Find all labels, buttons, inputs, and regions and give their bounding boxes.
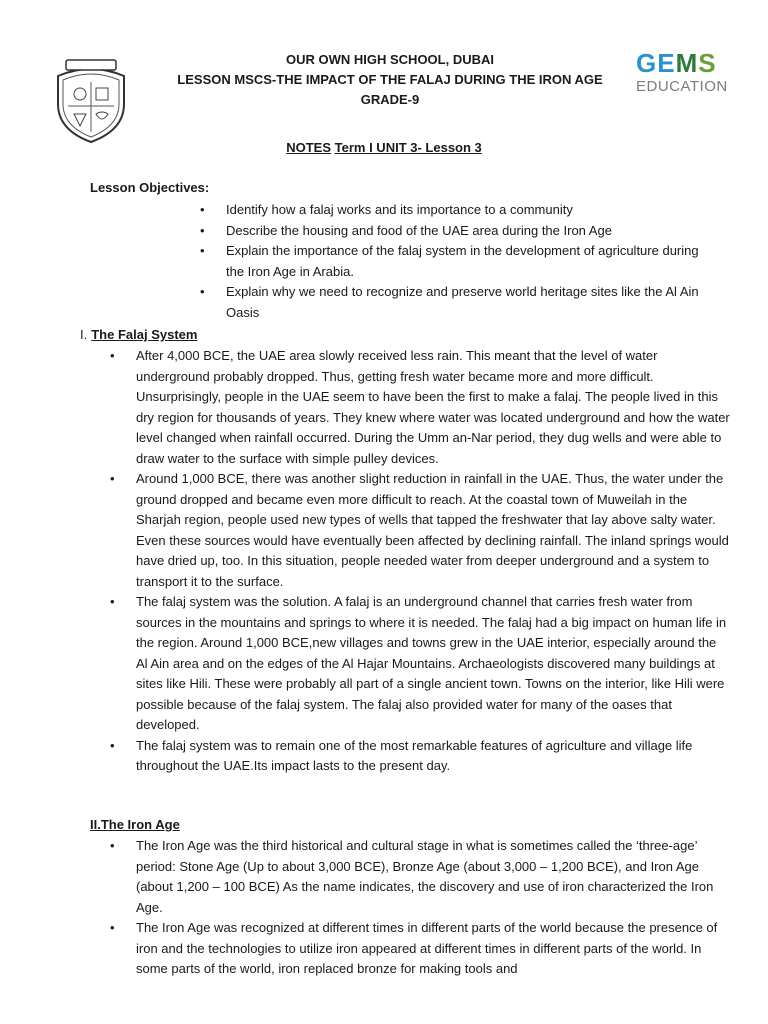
notes-label: NOTES (286, 140, 332, 155)
section-heading-iron-age: II.The Iron Age (90, 817, 180, 832)
section-number: I. (80, 327, 88, 342)
gems-logo-subtitle: EDUCATION (636, 78, 728, 95)
bullet-icon: • (200, 284, 205, 299)
grade-label: GRADE-9 (360, 92, 420, 107)
gems-logo-word: GEMS (636, 48, 717, 78)
bullet-icon: • (110, 594, 115, 609)
list-item: • Explain the importance of the falaj system in the development of agriculture during the Iron Age in Arabia. (200, 243, 699, 279)
school-crest-logo (52, 58, 130, 144)
list-item: • The Iron Age was the third historical and cultural stage in what is sometimes called the ‘three-age’ period: Stone Age (Up to about 3,000 BCE), Bronze Age (about 3,000 – 1,200 BCE), and Iron Age (about 1,200 – 100 BCE) As the name indicates, the discovery and use of iron characterized the Iron Age. (110, 838, 714, 915)
section-heading-falaj (80, 325, 197, 346)
bullet-icon: • (110, 920, 115, 935)
notes-heading (0, 140, 768, 155)
lesson-title: LESSON MSCS-THE IMPACT OF THE FALAJ DURING THE IRON AGE (177, 72, 603, 87)
bullet-icon: • (200, 222, 205, 238)
list-item: • After 4,000 BCE, the UAE area slowly received less rain. This meant that the level of water underground probably dropped. Thus, getting fresh water became more and more difficult. Unsurprisingly, people in the UAE seem to have been the first to make a falaj. The people lived in this dry region for thousands of years. They knew where water was located underground and how the water level changed when rainfall occurred. During the Umm an-Nar period, they dug wells and were able to draw water to the surface with simple pulley devices. (110, 348, 730, 466)
bullet-icon: • (200, 202, 205, 217)
bullet-icon: • (200, 243, 205, 258)
list-item: • Explain why we need to recognize and preserve world heritage sites like the Al Ain Oasis (200, 284, 699, 320)
objectives-heading: Lesson Objectives: (90, 180, 210, 195)
bullet-icon: • (110, 838, 115, 853)
objectives-list (200, 200, 720, 323)
school-name: OUR OWN HIGH SCHOOL, DUBAI (286, 52, 494, 67)
bullet-icon: • (110, 737, 115, 753)
gems-education-logo (636, 50, 732, 95)
list-item: • Around 1,000 BCE, there was another slight reduction in rainfall in the UAE. Thus, the water under the ground dropped and became even more difficult to reach. At the coastal town of Muweilah in the Sharjah region, people used new types of wells that tapped the freshwater that lay above salty water. Even these sources would have eventually been affected by declining rainfall. The inland springs would have dried up, too. In this situation, people needed water from deeper underground and a system to transport it to the surface. (110, 471, 729, 589)
bullet-icon: • (110, 348, 115, 363)
list-item: • Identify how a falaj works and its importance to a community (200, 200, 720, 221)
list-item: • Describe the housing and food of the UAE area during the Iron Age (200, 221, 720, 242)
list-item: • The falaj system was to remain one of the most remarkable features of agriculture and village life throughout the UAE.Its impact lasts to the present day. (110, 737, 693, 773)
falaj-list (110, 346, 730, 777)
bullet-icon: • (110, 471, 115, 486)
list-item: • The Iron Age was recognized at different times in different parts of the world because the presence of iron and the technologies to utilize iron appeared at different times in different parts of the world. In some parts of the world, iron replaced bronze for making tools and (110, 920, 718, 976)
unit-label: Term I UNIT 3- Lesson 3 (334, 140, 482, 155)
document-title-block (160, 50, 620, 110)
section-title: The Falaj System (91, 327, 198, 342)
iron-age-list (110, 836, 730, 980)
list-item: • The falaj system was the solution. A falaj is an underground channel that carries fresh water from sources in the mountains and springs to where it is needed. The falaj had a big impact on human life in the region. Around 1,000 BCE,new villages and towns grew in the UAE interior, especially around the Al Ain area and on the edges of the Al Hajar Mountains. Archaeologists discovered many buildings at sites like Hili. These were probably all part of a single ancient town. Towns on the interior, like Hili were possible because of the falaj system. The falaj also provided water for many of the oases that developed. (110, 594, 727, 732)
